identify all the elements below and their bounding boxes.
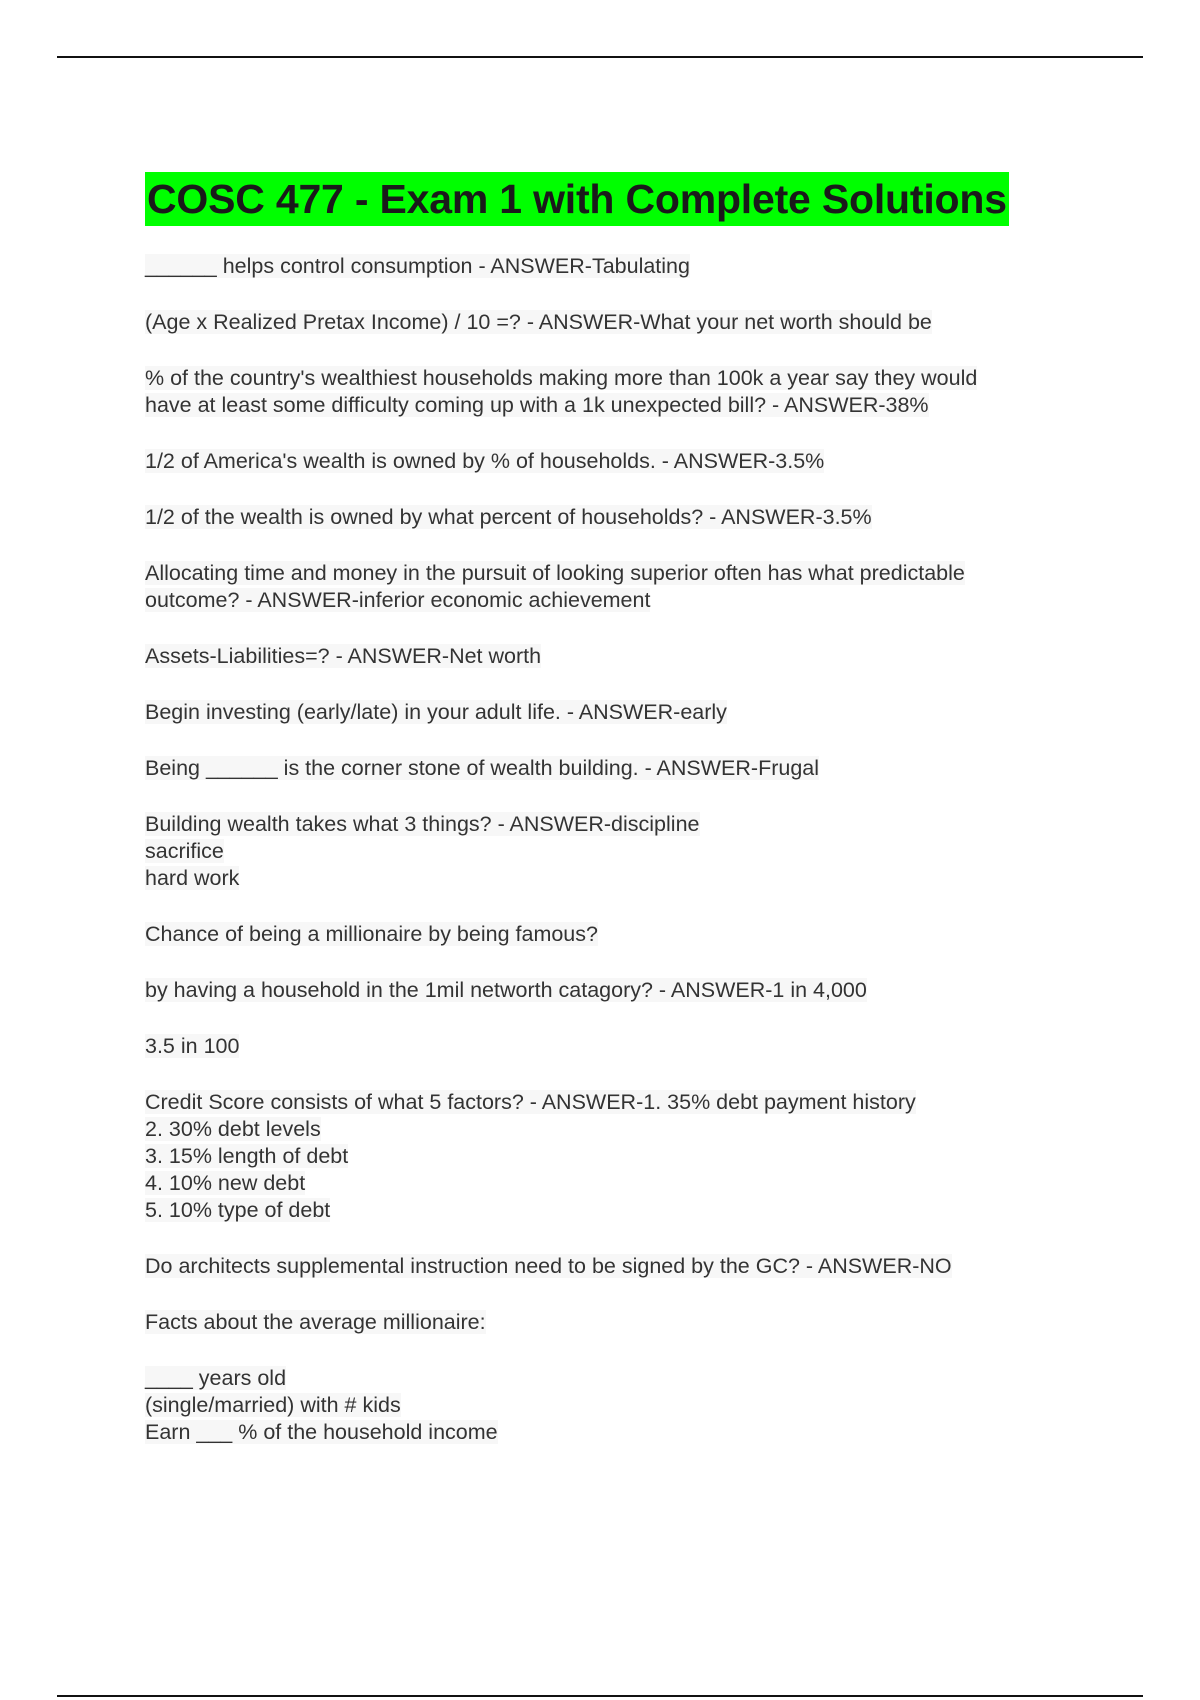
qa-line (145, 977, 1085, 1004)
qa-entry (145, 253, 1085, 280)
qa-text: ______ helps control consumption - ANSWER-Tabulating (145, 254, 690, 278)
footer-rule (57, 1695, 1143, 1697)
qa-text: Do architects supplemental instruction need to be signed by the GC? - ANSWER-NO (145, 1254, 952, 1278)
qa-line (145, 1143, 1085, 1170)
document-body (145, 172, 1085, 1475)
qa-text: outcome? - ANSWER-inferior economic achievement (145, 588, 651, 612)
qa-entry (145, 921, 1085, 948)
qa-line (145, 1089, 1085, 1116)
qa-line (145, 1392, 1085, 1419)
qa-line (145, 587, 1085, 614)
qa-text: by having a household in the 1mil networth catagory? - ANSWER-1 in 4,000 (145, 978, 867, 1002)
qa-text: Begin investing (early/late) in your adult life. - ANSWER-early (145, 700, 727, 724)
qa-text: Being ______ is the corner stone of wealth building. - ANSWER-Frugal (145, 756, 820, 780)
qa-entry (145, 643, 1085, 670)
qa-text: Facts about the average millionaire: (145, 1310, 486, 1334)
qa-line (145, 838, 1085, 865)
qa-text: (Age x Realized Pretax Income) / 10 =? - ANSWER-What your net worth should be (145, 310, 932, 334)
qa-line (145, 504, 1085, 531)
qa-line (145, 365, 1085, 392)
qa-text: ____ years old (145, 1366, 287, 1390)
qa-text: % of the country's wealthiest households making more than 100k a year say they would (145, 366, 978, 390)
qa-text: 5. 10% type of debt (145, 1198, 331, 1222)
qa-line (145, 865, 1085, 892)
qa-text: 3. 15% length of debt (145, 1144, 349, 1168)
qa-entry (145, 1309, 1085, 1336)
qa-line (145, 1170, 1085, 1197)
qa-list (145, 253, 1085, 1446)
qa-text: Credit Score consists of what 5 factors? - ANSWER-1. 35% debt payment history (145, 1090, 916, 1114)
qa-line (145, 309, 1085, 336)
qa-entry (145, 365, 1085, 419)
header-rule (57, 56, 1143, 58)
qa-entry (145, 1365, 1085, 1446)
qa-text: (single/married) with # kids (145, 1393, 401, 1417)
qa-line (145, 1197, 1085, 1224)
qa-line (145, 1116, 1085, 1143)
qa-entry (145, 560, 1085, 614)
qa-text: hard work (145, 866, 240, 890)
qa-text: sacrifice (145, 839, 224, 863)
qa-line (145, 1309, 1085, 1336)
qa-line (145, 921, 1085, 948)
qa-entry (145, 504, 1085, 531)
qa-line (145, 811, 1085, 838)
qa-line (145, 560, 1085, 587)
qa-entry (145, 309, 1085, 336)
qa-line (145, 1033, 1085, 1060)
qa-entry (145, 699, 1085, 726)
qa-text: Earn ___ % of the household income (145, 1420, 498, 1444)
qa-entry (145, 977, 1085, 1004)
qa-line (145, 392, 1085, 419)
qa-entry (145, 1089, 1085, 1224)
qa-text: have at least some difficulty coming up with a 1k unexpected bill? - ANSWER-38% (145, 393, 929, 417)
document-title: COSC 477 - Exam 1 with Complete Solutions (145, 172, 1009, 226)
qa-line (145, 253, 1085, 280)
qa-line (145, 1419, 1085, 1446)
qa-text: Assets-Liabilities=? - ANSWER-Net worth (145, 644, 542, 668)
qa-text: Allocating time and money in the pursuit of looking superior often has what predictable (145, 561, 965, 585)
qa-entry (145, 1253, 1085, 1280)
qa-line (145, 448, 1085, 475)
qa-text: 1/2 of America's wealth is owned by % of households. - ANSWER-3.5% (145, 449, 825, 473)
qa-entry (145, 755, 1085, 782)
qa-line (145, 699, 1085, 726)
qa-line (145, 755, 1085, 782)
qa-entry (145, 448, 1085, 475)
qa-text: 2. 30% debt levels (145, 1117, 321, 1141)
qa-line (145, 1365, 1085, 1392)
qa-entry (145, 811, 1085, 892)
qa-line (145, 1253, 1085, 1280)
qa-text: 3.5 in 100 (145, 1034, 240, 1058)
qa-text: 1/2 of the wealth is owned by what percent of households? - ANSWER-3.5% (145, 505, 872, 529)
qa-text: Building wealth takes what 3 things? - ANSWER-discipline (145, 812, 700, 836)
qa-entry (145, 1033, 1085, 1060)
qa-text: 4. 10% new debt (145, 1171, 306, 1195)
qa-line (145, 643, 1085, 670)
qa-text: Chance of being a millionaire by being famous? (145, 922, 598, 946)
